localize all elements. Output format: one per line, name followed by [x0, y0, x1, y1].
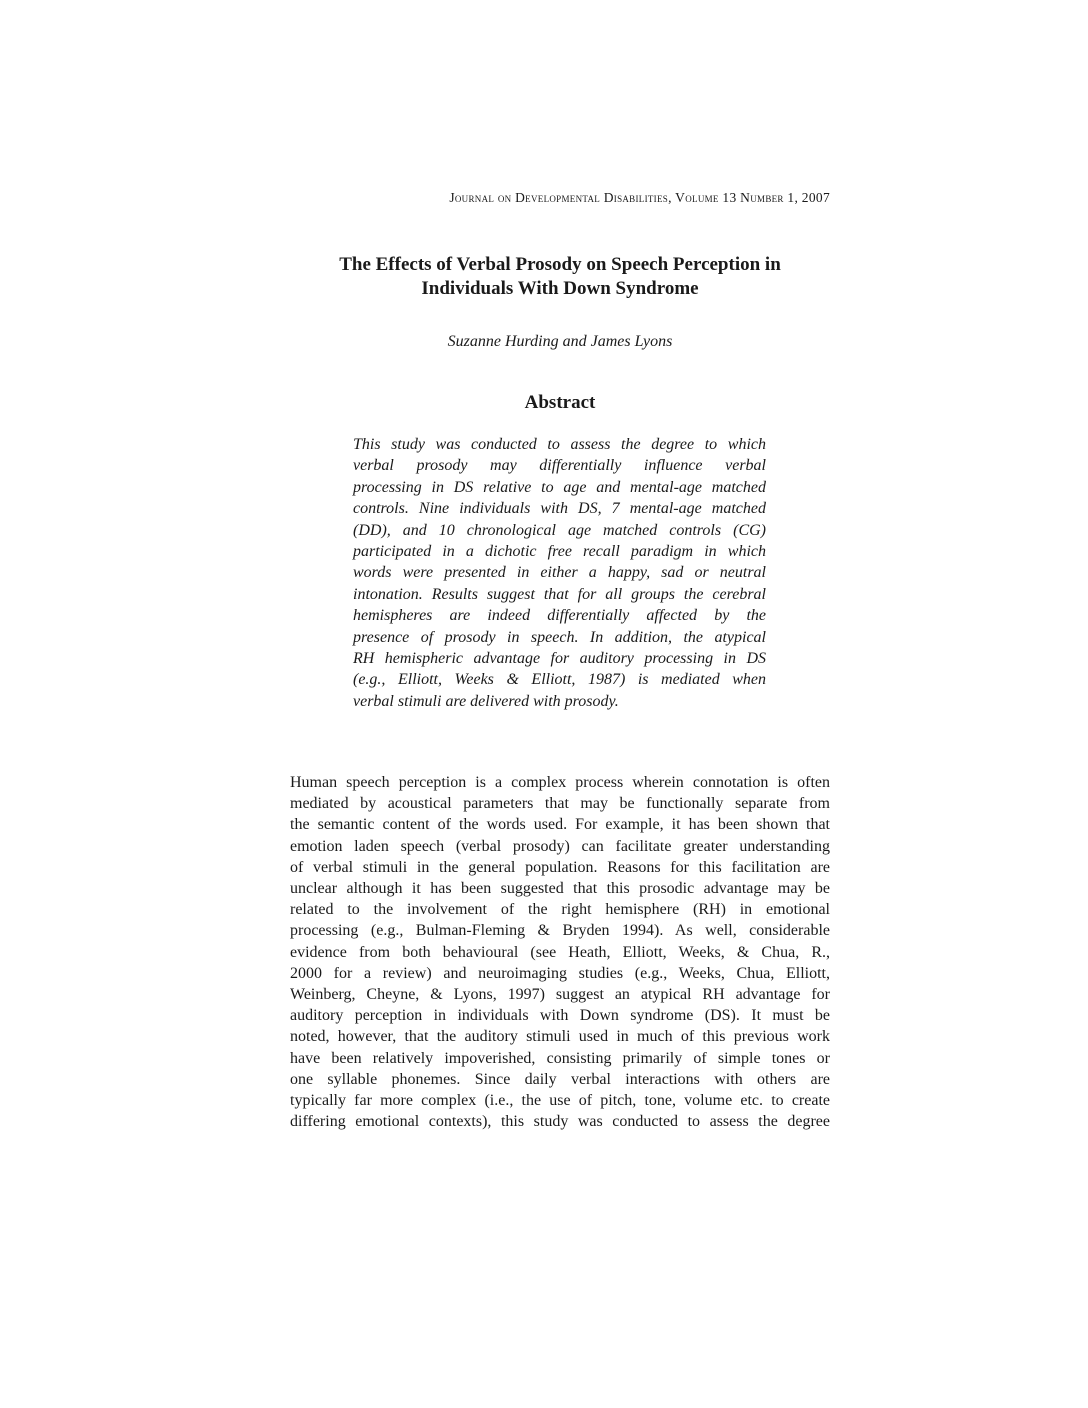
body-line: have been relatively impoverished, consisting primarily of simple tones or [290, 1049, 830, 1067]
body-line: differing emotional contexts), this study was conducted to assess the degree [290, 1113, 830, 1131]
body-line: noted, however, that the auditory stimuli used in much of this previous work [290, 1028, 830, 1046]
author-list: Suzanne Hurding and James Lyons [447, 333, 673, 350]
abstract-text [353, 434, 766, 712]
abstract-heading: Abstract [524, 392, 596, 413]
body-line: of verbal stimuli in the general population. Reasons for this facilitation are [290, 858, 830, 876]
title-line: The Effects of Verbal Prosody on Speech Perception in [339, 254, 781, 275]
abstract-line: (e.g., Elliott, Weeks & Elliott, 1987) is mediated when [353, 671, 766, 689]
paper-title [290, 253, 830, 301]
body-line: mediated by acoustical parameters that may be functionally separate from [290, 795, 830, 813]
body-line: Human speech perception is a complex process wherein connotation is often [290, 774, 830, 791]
body-line: evidence from both behavioural (see Heath, Elliott, Weeks, & Chua, R., [290, 943, 830, 961]
abstract-line: processing in DS relative to age and mental-age matched [353, 478, 766, 496]
body-line: auditory perception in individuals with Down syndrome (DS). It must be [290, 1007, 830, 1025]
body-line: one syllable phonemes. Since daily verbal interactions with others are [290, 1070, 830, 1088]
abstract-line: hemispheres are indeed differentially affected by the [353, 607, 766, 625]
abstract-line: verbal prosody may differentially influence verbal [353, 457, 766, 475]
abstract-line: words were presented in either a happy, sad or neutral [353, 564, 766, 582]
body-line: related to the involvement of the right hemisphere (RH) in emotional [290, 901, 830, 919]
abstract-line: intonation. Results suggest that for all groups the cerebral [353, 585, 766, 603]
abstract-line: participated in a dichotic free recall paradigm in which [353, 543, 766, 561]
body-line: the semantic content of the words used. For example, it has been shown that [290, 816, 830, 834]
abstract-line: verbal stimuli are delivered with prosody. [353, 692, 619, 710]
abstract-line: RH hemispheric advantage for auditory processing in DS [353, 650, 766, 668]
running-head: Journal on Developmental Disabilities, Volume 13 Number 1, 2007 [449, 190, 830, 205]
abstract-line: (DD), and 10 chronological age matched controls (CG) [353, 521, 766, 539]
abstract-line: controls. Nine individuals with DS, 7 mental-age matched [353, 500, 766, 518]
body-line: typically far more complex (i.e., the use of pitch, tone, volume etc. to create [290, 1092, 830, 1110]
title-line: Individuals With Down Syndrome [421, 278, 699, 299]
body-line: unclear although it has been suggested that this prosodic advantage may be [290, 880, 830, 898]
abstract-line: This study was conducted to assess the degree to which [353, 436, 766, 453]
body-line: Weinberg, Cheyne, & Lyons, 1997) suggest an atypical RH advantage for [290, 986, 830, 1004]
body-paragraph [290, 772, 830, 1132]
abstract-line: presence of prosody in speech. In addition, the atypical [353, 628, 766, 646]
body-line: emotion laden speech (verbal prosody) can facilitate greater understanding [290, 837, 830, 855]
body-line: 2000 for a review) and neuroimaging studies (e.g., Weeks, Chua, Elliott, [290, 964, 830, 982]
body-line: processing (e.g., Bulman-Fleming & Bryden 1994). As well, considerable [290, 922, 830, 940]
